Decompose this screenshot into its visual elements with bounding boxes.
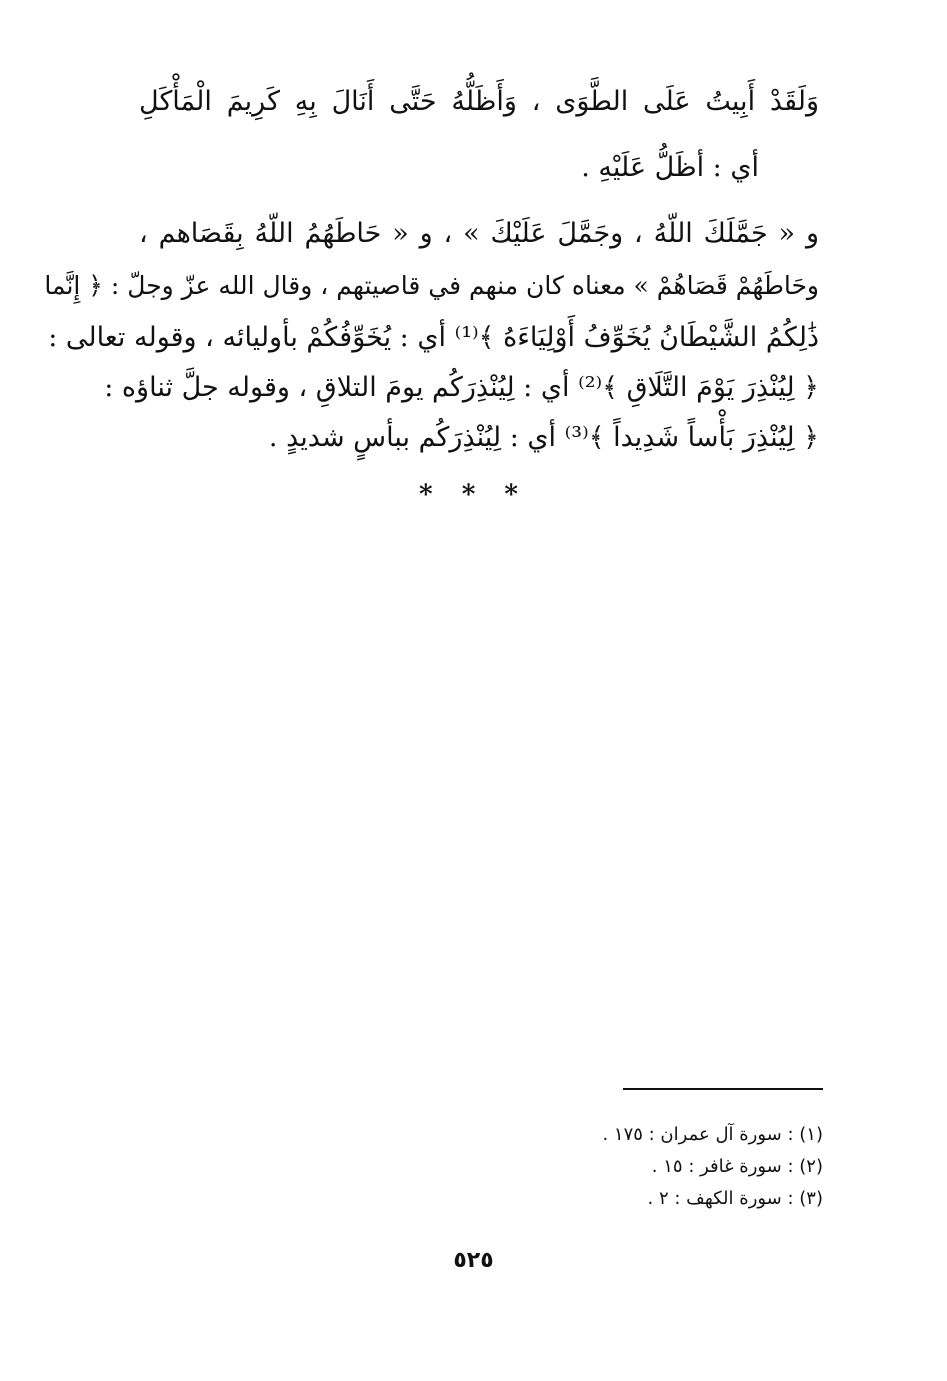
paragraph-line-1: و « جَمَّلَكَ اللّهُ ، وجَمَّلَ عَلَيْكَ » ، و « حَاطَهُمُ اللّهُ بِقَصَاهم ، (139, 218, 819, 249)
verse-line-2: أي : أظَلُّ عَلَيْهِ . (581, 152, 759, 183)
paragraph-line-4: ﴿ لِيُنْذِرَ يَوْمَ التَّلَاقِ ﴾⁽²⁾ أي : لِيُنْذِرَكُم يومَ التلاقِ ، وقوله جلَّ ثناؤه : (104, 372, 819, 403)
paragraph-line-2: وحَاطَهُمْ قَصَاهُمْ » معناه كان منهم في قاصيتهم ، وقال الله عزّ وجلّ : ﴿ إِنَّما (44, 271, 819, 300)
footnote-1: (١) : سورة آل عمران : ١٧٥ . (602, 1124, 823, 1145)
paragraph-line-3: ذَٰلِكُمُ الشَّيْطَانُ يُخَوِّفُ أَوْلِيَاءَهُ ﴾⁽¹⁾ أي : يُخَوِّفُكُمْ بأوليائه ، وقوله تعالى : (48, 322, 819, 353)
verse-line-1: وَلَقَدْ أَبِيتُ عَلَى الطَّوَى ، وَأَظَلُّهُ حَتَّى أَنَالَ بِهِ كَرِيمَ الْمَأْكَلِ (139, 86, 819, 117)
footnote-2: (٢) : سورة غافر : ١٥ . (651, 1156, 823, 1177)
footnote-3: (٣) : سورة الكهف : ٢ . (647, 1188, 823, 1209)
paragraph-line-5: ﴿ لِيُنْذِرَ بَأْساً شَدِيداً ﴾⁽³⁾ أي : لِيُنْذِرَكُم ببأسٍ شديدٍ . (268, 422, 819, 453)
section-separator: * * * (419, 480, 528, 510)
footnote-divider (623, 1088, 823, 1090)
page-number: ٥٢٥ (453, 1248, 494, 1273)
